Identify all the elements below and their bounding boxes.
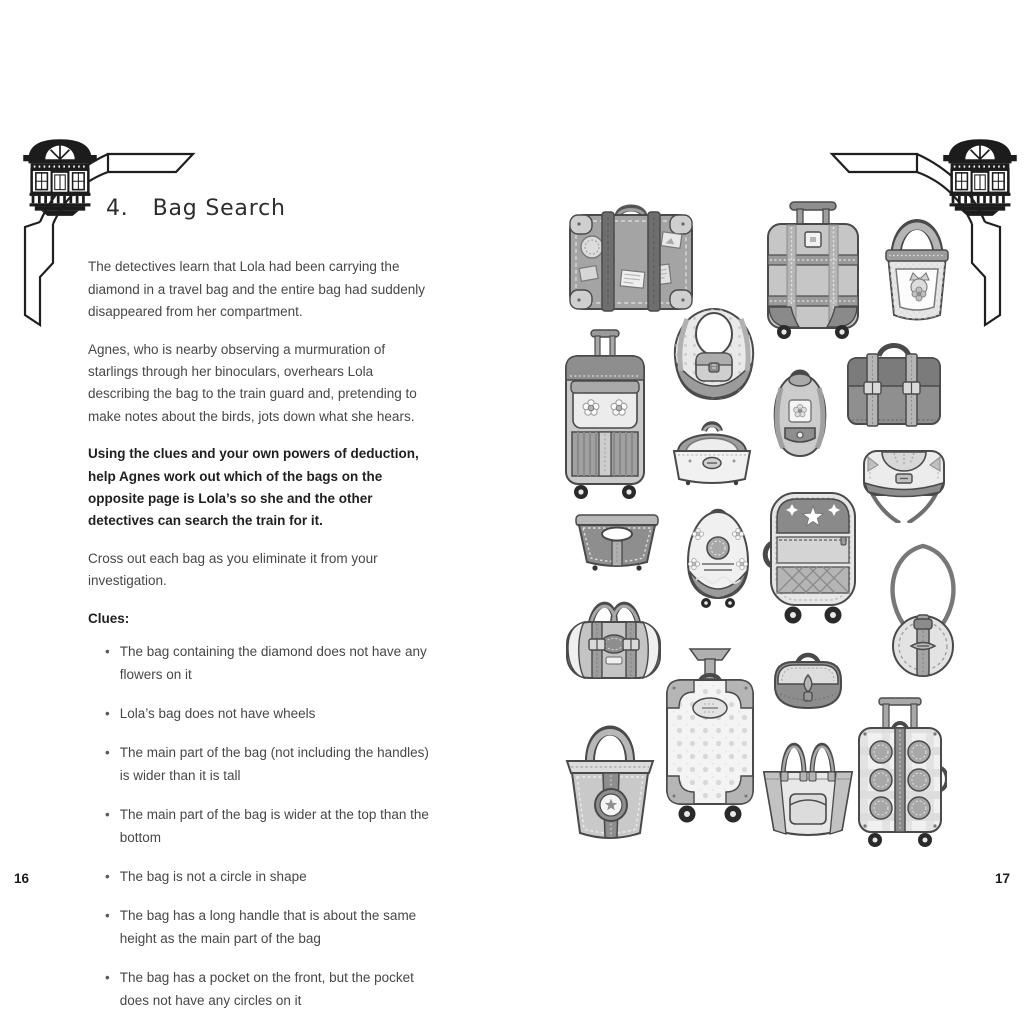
bag-saddle-flap [770, 650, 846, 720]
bag-satchel-with-buckles [843, 340, 945, 430]
bullet-glyph: • [105, 705, 110, 721]
page-number-right: 17 [994, 871, 1010, 886]
clues-heading: Clues: [88, 610, 130, 626]
bullet-glyph: • [105, 644, 110, 660]
intro-paragraph: The detectives learn that Lola had been carrying the diamond in a travel bag and the entire bag had suddenly disappeared from her compartment. [88, 259, 425, 320]
bag-wheeled-suitcase-with-flower-pocket [561, 328, 649, 502]
bullet-glyph: • [105, 807, 110, 823]
bag-tote-with-cat-patch [882, 203, 952, 328]
clue-text: The main part of the bag is wider at the top than the bottom [119, 807, 429, 845]
bag-doctor-bag [666, 421, 758, 491]
bag-wheeled-trunk-with-circles [853, 696, 947, 848]
bag-wheeled-backpack-with-stars [761, 487, 861, 627]
bag-patterned-spinner-suitcase [660, 646, 760, 826]
bag-backpack-with-flower-patch [763, 368, 837, 462]
puzzle-title: Bag Search [152, 196, 286, 221]
instruction-paragraph: Using the clues and your own powers of deduction, help Agnes work out which of the bags on the opposite page is Lola’s so she and the other detectives can search the train for it. [88, 446, 419, 529]
bullet-glyph: • [105, 745, 110, 761]
bag-round-crossbody [884, 538, 962, 680]
clue-text: The bag is not a circle in shape [119, 868, 307, 884]
bag-egg-wheeled-with-daisies [680, 506, 756, 616]
clue-text: The bag has a pocket on the front, but the pocket does not have any circles on it [119, 970, 414, 1008]
bag-tote-with-front-pocket [758, 730, 858, 842]
bag-suitcase-with-stickers [566, 203, 696, 313]
bag-wide-top-handbag [573, 510, 661, 576]
clue-text: The main part of the bag (not including the handles) is wider than it is tall [119, 745, 429, 783]
bag-mini-crossbody [852, 443, 952, 523]
story-paragraph: Agnes, who is nearby observing a murmuration of starlings through her binoculars, overhears Lola describing the bag to the train guard and, pretending to make notes about the birds, jots down what she hears. [88, 341, 417, 424]
bag-duffel-with-buckles [563, 594, 664, 684]
crossout-paragraph: Cross out each bag as you eliminate it from your investigation. [88, 550, 378, 589]
clue-text: The bag has a long handle that is about the same height as the main part of the bag [119, 908, 417, 946]
bag-hobo-with-flap-pocket [663, 305, 765, 405]
page-number-left: 16 [14, 871, 30, 886]
bullet-glyph: • [105, 970, 110, 986]
bag-bucket-tote-with-star [564, 713, 656, 847]
bag-wheeled-trunk-suitcase [762, 200, 864, 340]
bullet-glyph: • [105, 868, 110, 884]
clue-text: The bag containing the diamond does not have any flowers on it [119, 644, 427, 682]
puzzle-number: 4. [106, 196, 129, 221]
bullet-glyph: • [105, 908, 110, 924]
clue-text: Lola’s bag does not have wheels [119, 705, 316, 721]
